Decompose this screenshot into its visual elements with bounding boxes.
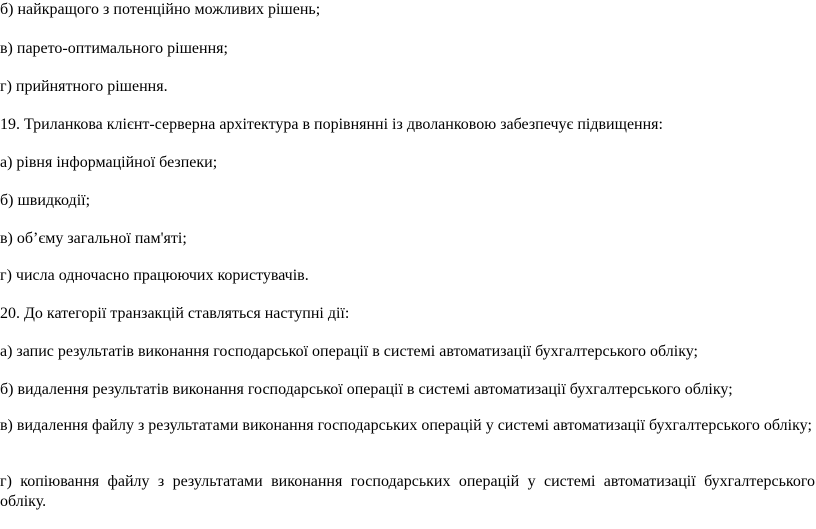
answer-option-v: в) видалення файлу з результатами виконання господарських операцій у системі автоматизації бухгалтерського обліку; <box>0 417 812 434</box>
answer-option-a: а) рівня інформаційної безпеки; <box>0 154 218 171</box>
answer-option-b: б) видалення результатів виконання господарської операції в системі автоматизації бухгалтерського обліку; <box>0 381 733 398</box>
answer-option-b: б) швидкодії; <box>0 192 91 209</box>
answer-option-v: в) об’єму загальної пам'яті; <box>0 230 187 247</box>
answer-option-v: в) парето-оптимального рішення; <box>0 40 228 57</box>
answer-option-g: г) копіювання файлу з результатами виконання господарських операцій у системі автоматизації бухгалтерського обліку. <box>0 473 815 510</box>
answer-option-g: г) прийнятного рішення. <box>0 78 168 95</box>
answer-option-b: б) найкращого з потенційно можливих рішень; <box>0 1 321 18</box>
answer-option-a: а) запис результатів виконання господарської операції в системі автоматизації бухгалтерського обліку; <box>0 343 698 360</box>
answer-option-g: г) числа одночасно працюючих користувачів. <box>0 267 309 284</box>
question-19: 19. Триланкова клієнт-серверна архітектура в порівнянні із дволанковою забезпечує підвищення: <box>0 116 663 133</box>
question-20: 20. До категорії транзакцій ставляться наступні дії: <box>0 305 350 322</box>
